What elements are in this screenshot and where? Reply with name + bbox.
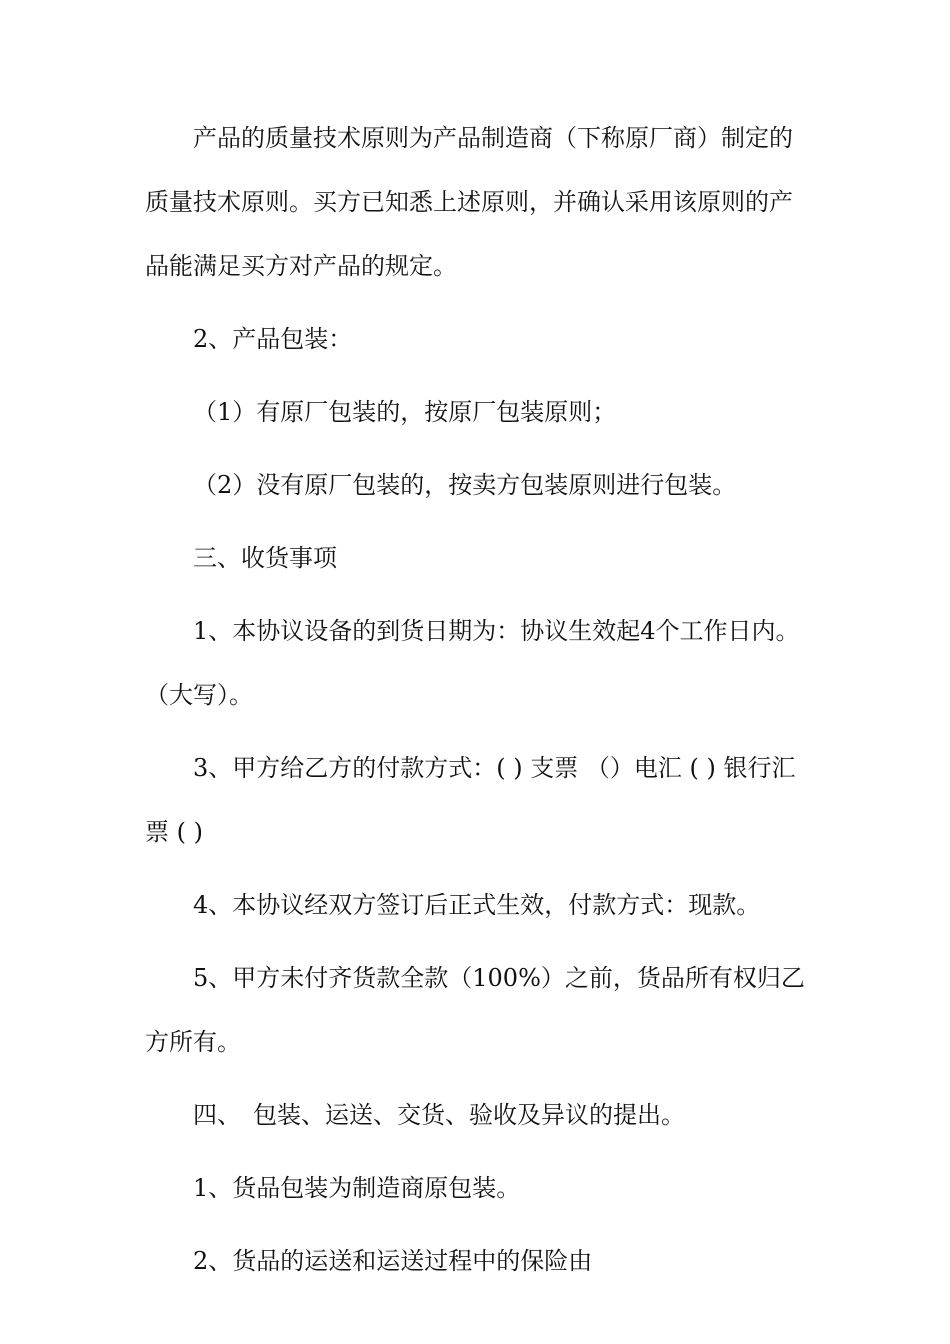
paragraph-quality-standard: 产品的质量技术原则为产品制造商（下称原厂商）制定的质量技术原则。买方已知悉上述原则，并确认采用该原则的产品能满足买方对产品的规定。 bbox=[145, 124, 793, 280]
document-body bbox=[145, 106, 807, 1293]
paragraph-payment-method: 3、甲方给乙方的付款方式：( ) 支票 （）电汇 ( ) 银行汇票 ( ) bbox=[145, 754, 796, 846]
paragraph-original-packaging: 1、货品包装为制造商原包装。 bbox=[193, 1174, 521, 1202]
paragraph-packaging-original: （1）有原厂包装的，按原厂包装原则； bbox=[193, 398, 617, 426]
paragraph-packaging-heading: 2、产品包装： bbox=[193, 325, 353, 353]
paragraph-ownership: 5、甲方未付齐货款全款（100%）之前，货品所有权归乙方所有。 bbox=[145, 964, 805, 1056]
paragraph-effective-payment: 4、本协议经双方签订后正式生效，付款方式：现款。 bbox=[193, 891, 761, 919]
section-heading-receiving: 三、收货事项 bbox=[193, 544, 337, 572]
section-heading-packaging-delivery: 四、 包装、运送、交货、验收及异议的提出。 bbox=[193, 1101, 685, 1129]
paragraph-delivery-date: 1、本协议设备的到货日期为：协议生效起4个工作日内。（大写）。 bbox=[145, 617, 800, 709]
paragraph-packaging-seller: （2）没有原厂包装的，按卖方包装原则进行包装。 bbox=[193, 471, 737, 499]
paragraph-transport-insurance: 2、货品的运送和运送过程中的保险由 bbox=[193, 1247, 593, 1275]
